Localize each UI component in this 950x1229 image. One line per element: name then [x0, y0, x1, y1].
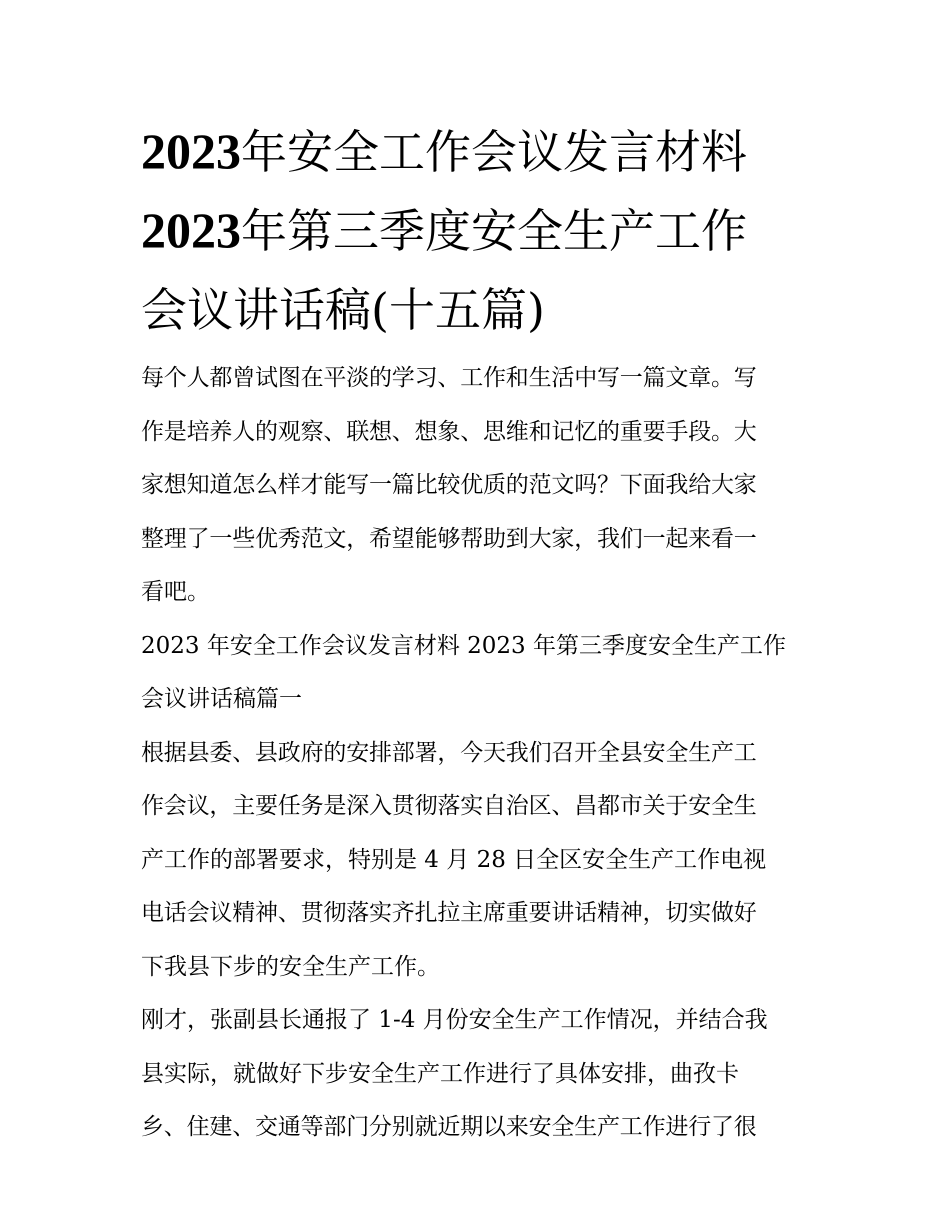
body-line: 电话会议精神、贯彻落实齐扎拉主席重要讲话精神，切实做好 [141, 900, 757, 926]
title-year: 2023 [141, 123, 241, 179]
body-line: 作是培养人的观察、联想、想象、思维和记忆的重要手段。大 [141, 418, 757, 445]
body-line: 家想知道怎么样才能写一篇比较优质的范文吗？下面我给大家 [141, 472, 757, 498]
document-body [141, 352, 813, 1155]
body-line: 整理了一些优秀范文，希望能够帮助到大家，我们一起来看一 [141, 525, 757, 552]
section-heading-line: 2023 年安全工作会议发言材料 2023 年第三季度安全生产工作 [141, 632, 786, 659]
title-text: 会议讲话稿(十五篇) [141, 283, 545, 337]
section-heading-line: 会议讲话稿篇一 [141, 686, 302, 712]
title-line-2 [141, 191, 813, 270]
body-line: 作会议，主要任务是深入贯彻落实自治区、昌都市关于安全生 [141, 793, 757, 819]
title-text: 年第三季度安全生产工作 [241, 204, 747, 258]
title-line-1 [141, 112, 813, 191]
body-line: 根据县委、县政府的安排部署，今天我们召开全县安全生产工 [141, 739, 757, 766]
title-year: 2023 [141, 202, 241, 258]
title-text: 年安全工作会议发言材料 [241, 125, 747, 179]
body-line: 乡、住建、交通等部门分别就近期以来安全生产工作进行了很 [141, 1114, 757, 1140]
body-line: 县实际，就做好下步安全生产工作进行了具体安排，曲孜卡 [141, 1060, 739, 1087]
body-line: 刚才，张副县长通报了 1-4 月份安全生产工作情况，并结合我 [141, 1007, 768, 1033]
document-page [141, 112, 813, 1155]
title-line-3 [141, 270, 813, 349]
body-line: 产工作的部署要求，特别是 4 月 28 日全区安全生产工作电视 [141, 846, 767, 873]
body-line: 看吧。 [141, 579, 210, 605]
document-title [141, 112, 813, 349]
body-line: 下我县下步的安全生产工作。 [141, 953, 440, 980]
body-line: 每个人都曾试图在平淡的学习、工作和生活中写一篇文章。写 [141, 365, 757, 391]
